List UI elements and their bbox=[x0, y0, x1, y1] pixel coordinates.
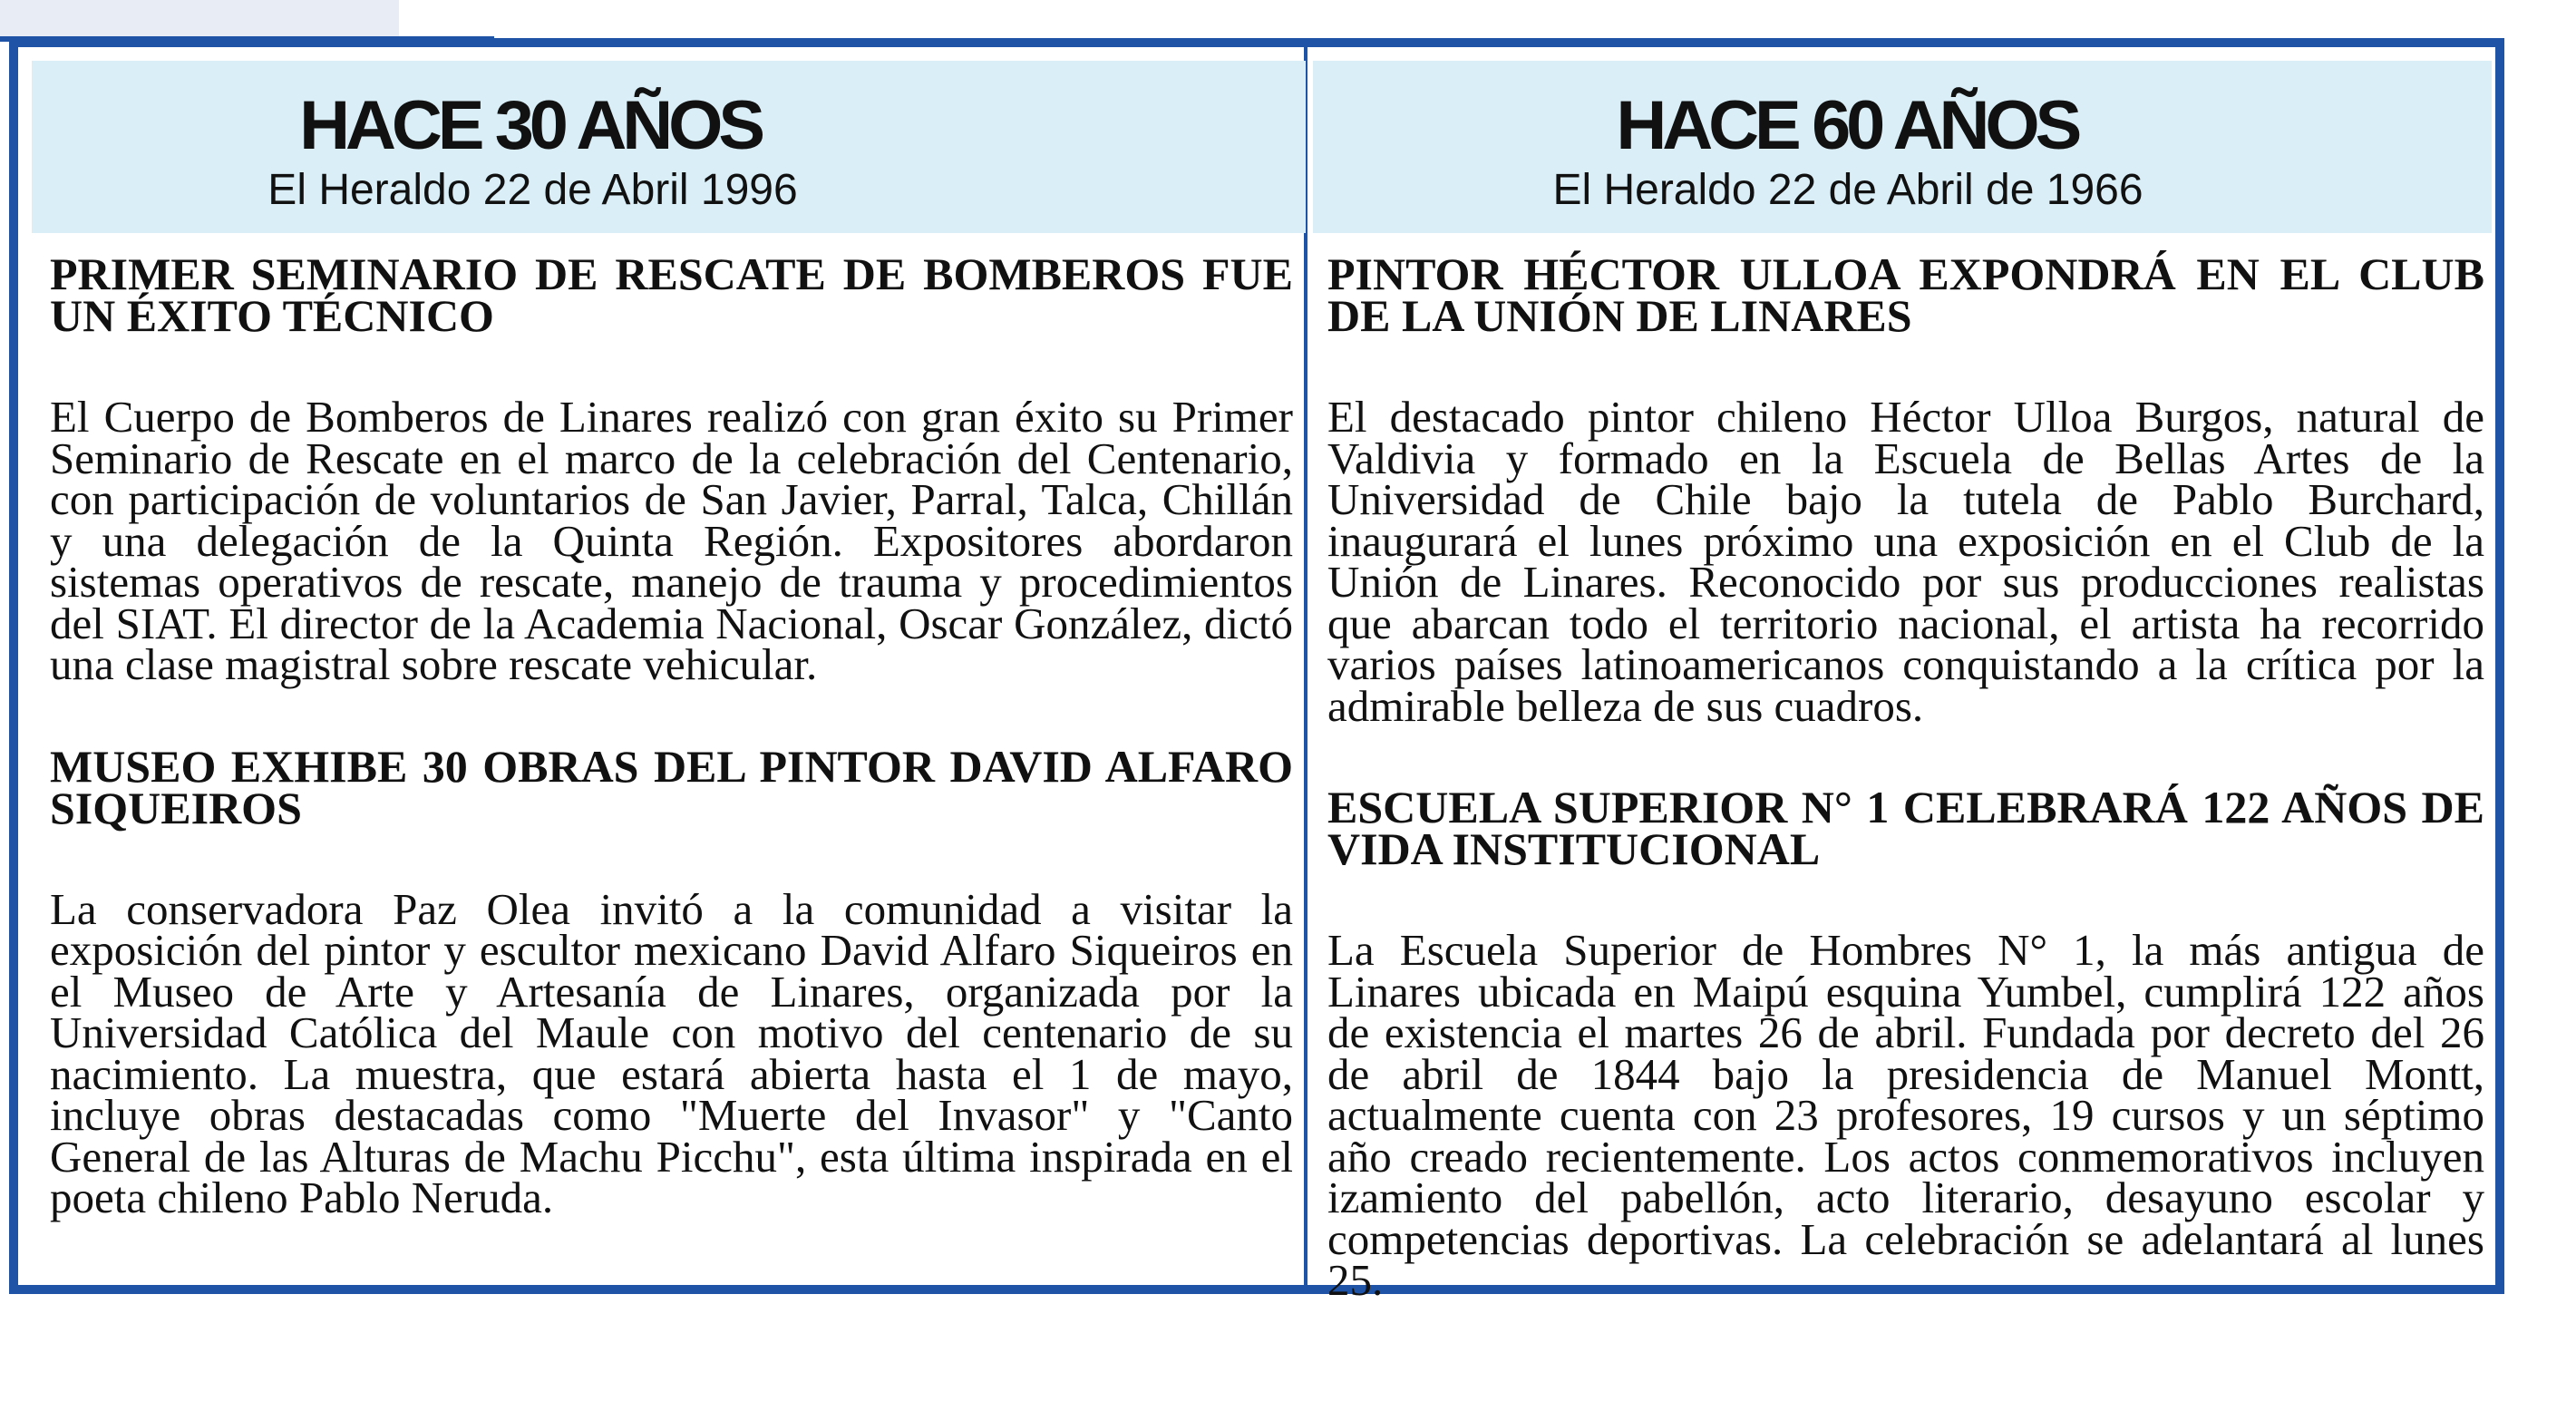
article-body: La conservadora Paz Olea invitó a la comunidad a visitar la exposición del pintor y escultor mexicano David Alfaro Siqueiros en el Museo de Arte y Artesanía de Linares, organizada por la Universidad Católica del Maule con motivo del centenario de su nacimiento. La muestra, que estará abierta hasta el 1 de mayo, incluye obras destacadas como "Muerte del Invasor" y "Canto General de las Alturas de Machu Picchu", esta última inspirada en el poeta chileno Pablo Neruda. bbox=[50, 883, 1293, 1222]
article-headline: ESCUELA SUPERIOR N° 1 CELEBRARÁ 122 AÑOS DE VIDA INSTITUCIONAL bbox=[1327, 782, 2484, 874]
article-body: La Escuela Superior de Hombres N° 1, la más antigua de Linares ubicada en Maipú esquina Yumbel, cumplirá 122 años de existencia el martes 26 de abril. Fundada por decreto del 26 de abril de 1844 bajo la presidencia de Manuel Montt, actualmente cuenta con 23 profesores, 19 cursos y un séptimo año creado recientemente. Los actos conmemorativos incluyen izamiento del pabellón, acto literario, desayuno escolar y competencias deportivas. La celebración se adelantará al lunes 25. bbox=[1327, 925, 2484, 1305]
article-body: El destacado pintor chileno Héctor Ulloa Burgos, natural de Valdivia y formado en la Escuela de Bellas Artes de la Universidad de Chile bajo la tutela de Pablo Burchard, inaugurará el lunes próximo una exposición en el Club de la Unión de Linares. Reconocido por sus producciones realistas que abarcan todo el territorio nacional, el artista ha recorrido varios países latinoamericanos conquistando a la crítica por la admirable belleza de sus cuadros. bbox=[1327, 392, 2484, 731]
section-subtitle: El Heraldo 22 de Abril de 1966 bbox=[1552, 166, 2143, 214]
article-headline: PRIMER SEMINARIO DE RESCATE DE BOMBEROS FUE UN ÉXITO TÉCNICO bbox=[50, 248, 1293, 341]
column-content bbox=[1313, 233, 2492, 1305]
column-content bbox=[32, 233, 1306, 1222]
column-header-60 bbox=[1313, 61, 2492, 233]
history-box bbox=[9, 38, 2504, 1305]
column-30-years bbox=[32, 61, 1306, 1285]
article-body: El Cuerpo de Bomberos de Linares realizó con gran éxito su Primer Seminario de Rescate en el marco de la celebración del Centenario, con participación de voluntarios de San Javier, Parral, Talca, Chillán y una delegación de la Quinta Región. Expositores abordaron sistemas operativos de rescate, manejo de trauma y procedimientos del SIAT. El director de la Academia Nacional, Oscar González, dictó una clase magistral sobre rescate vehicular. bbox=[50, 392, 1293, 689]
section-subtitle: El Heraldo 22 de Abril 1996 bbox=[267, 166, 798, 214]
column-60-years bbox=[1313, 61, 2492, 1305]
top-strip bbox=[0, 0, 399, 36]
article-headline: MUSEO EXHIBE 30 OBRAS DEL PINTOR DAVID ALFARO SIQUEIROS bbox=[50, 740, 1293, 833]
article-headline: PINTOR HÉCTOR ULLOA EXPONDRÁ EN EL CLUB DE LA UNIÓN DE LINARES bbox=[1327, 248, 2484, 341]
section-title: HACE 30 AÑOS bbox=[299, 87, 761, 164]
column-header-30 bbox=[32, 61, 1306, 233]
section-title: HACE 60 AÑOS bbox=[1616, 87, 2078, 164]
